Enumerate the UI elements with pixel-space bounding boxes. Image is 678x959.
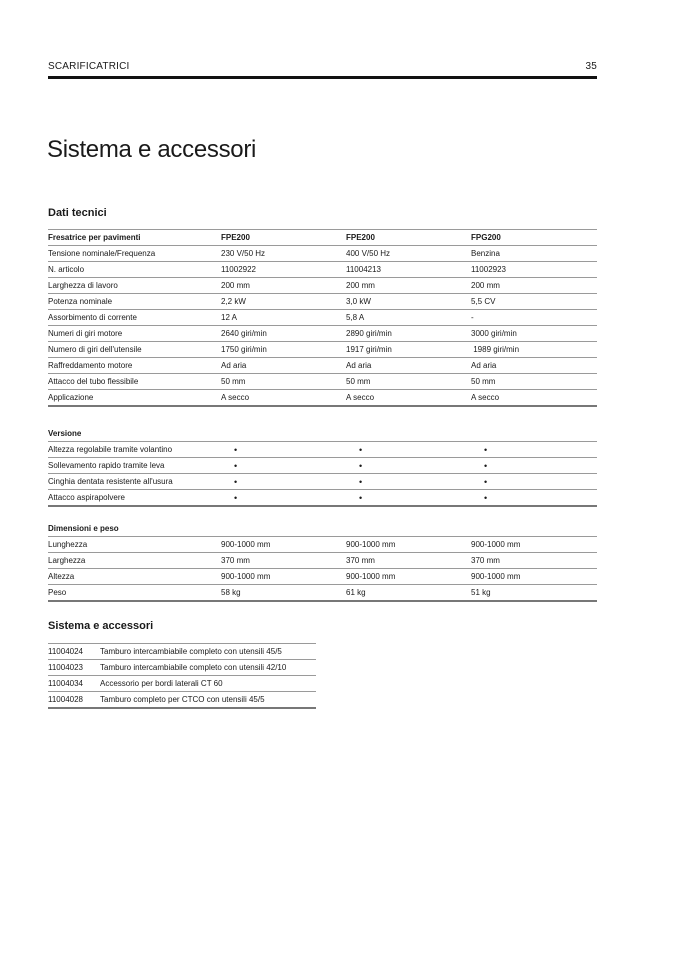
table-cell: 200 mm [471,278,597,294]
table-cell: 900-1000 mm [221,569,346,585]
bullet-mark: • [484,476,488,487]
table-cell: 12 A [221,310,346,326]
table-cell: 900-1000 mm [346,537,471,553]
bullet-mark: • [234,492,238,503]
table-cell: Larghezza [48,553,221,569]
table-cell: Applicazione [48,390,221,407]
table-cell: A secco [221,390,346,407]
table-row [48,374,597,390]
table-cell: 5,8 A [346,310,471,326]
table-cell: 11002923 [471,262,597,278]
bullet-mark: • [484,444,488,455]
table-cell: Altezza regolabile tramite volantino [48,442,221,458]
table-row [48,358,597,374]
table-cell: Attacco del tubo flessibile [48,374,221,390]
accessory-description: Tamburo completo per CTCO con utensili 45/5 [100,692,316,709]
versione-title: Versione [48,426,221,442]
table-cell: 200 mm [346,278,471,294]
table-row [48,644,316,660]
table-row [48,569,597,585]
dimensioni-table [48,521,597,602]
table-row [48,246,597,262]
tech-header-cell: FPE200 [221,230,346,246]
table-row [48,342,597,358]
page-number: 35 [585,61,597,72]
dimensioni-title: Dimensioni e peso [48,521,221,537]
table-cell: 3000 giri/min [471,326,597,342]
table-cell: 2640 giri/min [221,326,346,342]
tech-header-cell: FPG200 [471,230,597,246]
table-cell: A secco [471,390,597,407]
table-cell: Potenza nominale [48,294,221,310]
table-cell: Benzina [471,246,597,262]
table-cell: Assorbimento di corrente [48,310,221,326]
article-number: 11004024 [48,644,100,660]
table-cell: A secco [346,390,471,407]
table-row [48,326,597,342]
table-row [48,458,597,474]
table-cell: Raffreddamento motore [48,358,221,374]
accessori-table [48,643,316,709]
article-number: 11004028 [48,692,100,709]
table-cell: 51 kg [471,585,597,602]
table-cell: Numeri di giri motore [48,326,221,342]
page-header [48,61,597,72]
table-cell: 11004213 [346,262,471,278]
table-cell: 900-1000 mm [471,569,597,585]
table-cell: 230 V/50 Hz [221,246,346,262]
bullet-mark: • [234,444,238,455]
table-cell: 1750 giri/min [221,342,346,358]
table-row [48,553,597,569]
table-row [48,294,597,310]
table-cell: Sollevamento rapido tramite leva [48,458,221,474]
bullet-mark: • [484,492,488,503]
tech-table [48,229,597,407]
header-rule [48,76,597,79]
table-cell: 2,2 kW [221,294,346,310]
bullet-mark: • [234,476,238,487]
table-cell: 50 mm [471,374,597,390]
table-cell: 370 mm [221,553,346,569]
table-cell: Attacco aspirapolvere [48,490,221,507]
section-label: SCARIFICATRICI [48,61,130,72]
table-row [48,676,316,692]
versione-table [48,426,597,507]
tech-header-row [48,230,597,246]
table-row [48,442,597,458]
table-row [48,262,597,278]
table-cell: N. articolo [48,262,221,278]
table-cell: 11002922 [221,262,346,278]
table-cell: 370 mm [346,553,471,569]
table-cell: Lunghezza [48,537,221,553]
table-cell: 400 V/50 Hz [346,246,471,262]
table-row [48,692,316,709]
table-cell: Cinghia dentata resistente all'usura [48,474,221,490]
page-title: Sistema e accessori [47,136,257,163]
table-row [48,660,316,676]
table-cell: 900-1000 mm [346,569,471,585]
article-number: 11004034 [48,676,100,692]
table-cell: 58 kg [221,585,346,602]
table-cell: 2890 giri/min [346,326,471,342]
table-cell: 3,0 kW [346,294,471,310]
accessory-description: Accessorio per bordi laterali CT 60 [100,676,316,692]
table-row [48,585,597,602]
table-cell: 1917 giri/min [346,342,471,358]
table-cell: Larghezza di lavoro [48,278,221,294]
table-cell: 900-1000 mm [471,537,597,553]
table-cell: Ad aria [471,358,597,374]
table-cell: 50 mm [346,374,471,390]
table-cell: - [471,310,597,326]
table-cell: Ad aria [221,358,346,374]
bullet-mark: • [359,492,363,503]
tech-header-cell: FPE200 [346,230,471,246]
table-row [48,537,597,553]
table-cell: 50 mm [221,374,346,390]
table-cell: Peso [48,585,221,602]
table-cell: 370 mm [471,553,597,569]
table-row [48,390,597,407]
versione-header-row [48,426,597,442]
table-cell: 61 kg [346,585,471,602]
table-cell: 1989 giri/min [471,342,597,358]
accessory-description: Tamburo intercambiabile completo con utensili 42/10 [100,660,316,676]
accessory-description: Tamburo intercambiabile completo con utensili 45/5 [100,644,316,660]
tech-header-cell: Fresatrice per pavimenti [48,230,221,246]
table-row [48,474,597,490]
table-cell: Altezza [48,569,221,585]
table-cell: 5,5 CV [471,294,597,310]
dimensioni-header-row [48,521,597,537]
table-cell: Numero di giri dell'utensile [48,342,221,358]
bullet-mark: • [484,460,488,471]
article-number: 11004023 [48,660,100,676]
bullet-mark: • [359,476,363,487]
bullet-mark: • [234,460,238,471]
table-row [48,278,597,294]
table-row [48,490,597,507]
tech-section-title: Dati tecnici [48,207,107,219]
table-cell: Tensione nominale/Frequenza [48,246,221,262]
table-row [48,310,597,326]
table-cell: 900-1000 mm [221,537,346,553]
bullet-mark: • [359,444,363,455]
accessori-section-title: Sistema e accessori [48,620,154,632]
bullet-mark: • [359,460,363,471]
table-cell: 200 mm [221,278,346,294]
table-cell: Ad aria [346,358,471,374]
